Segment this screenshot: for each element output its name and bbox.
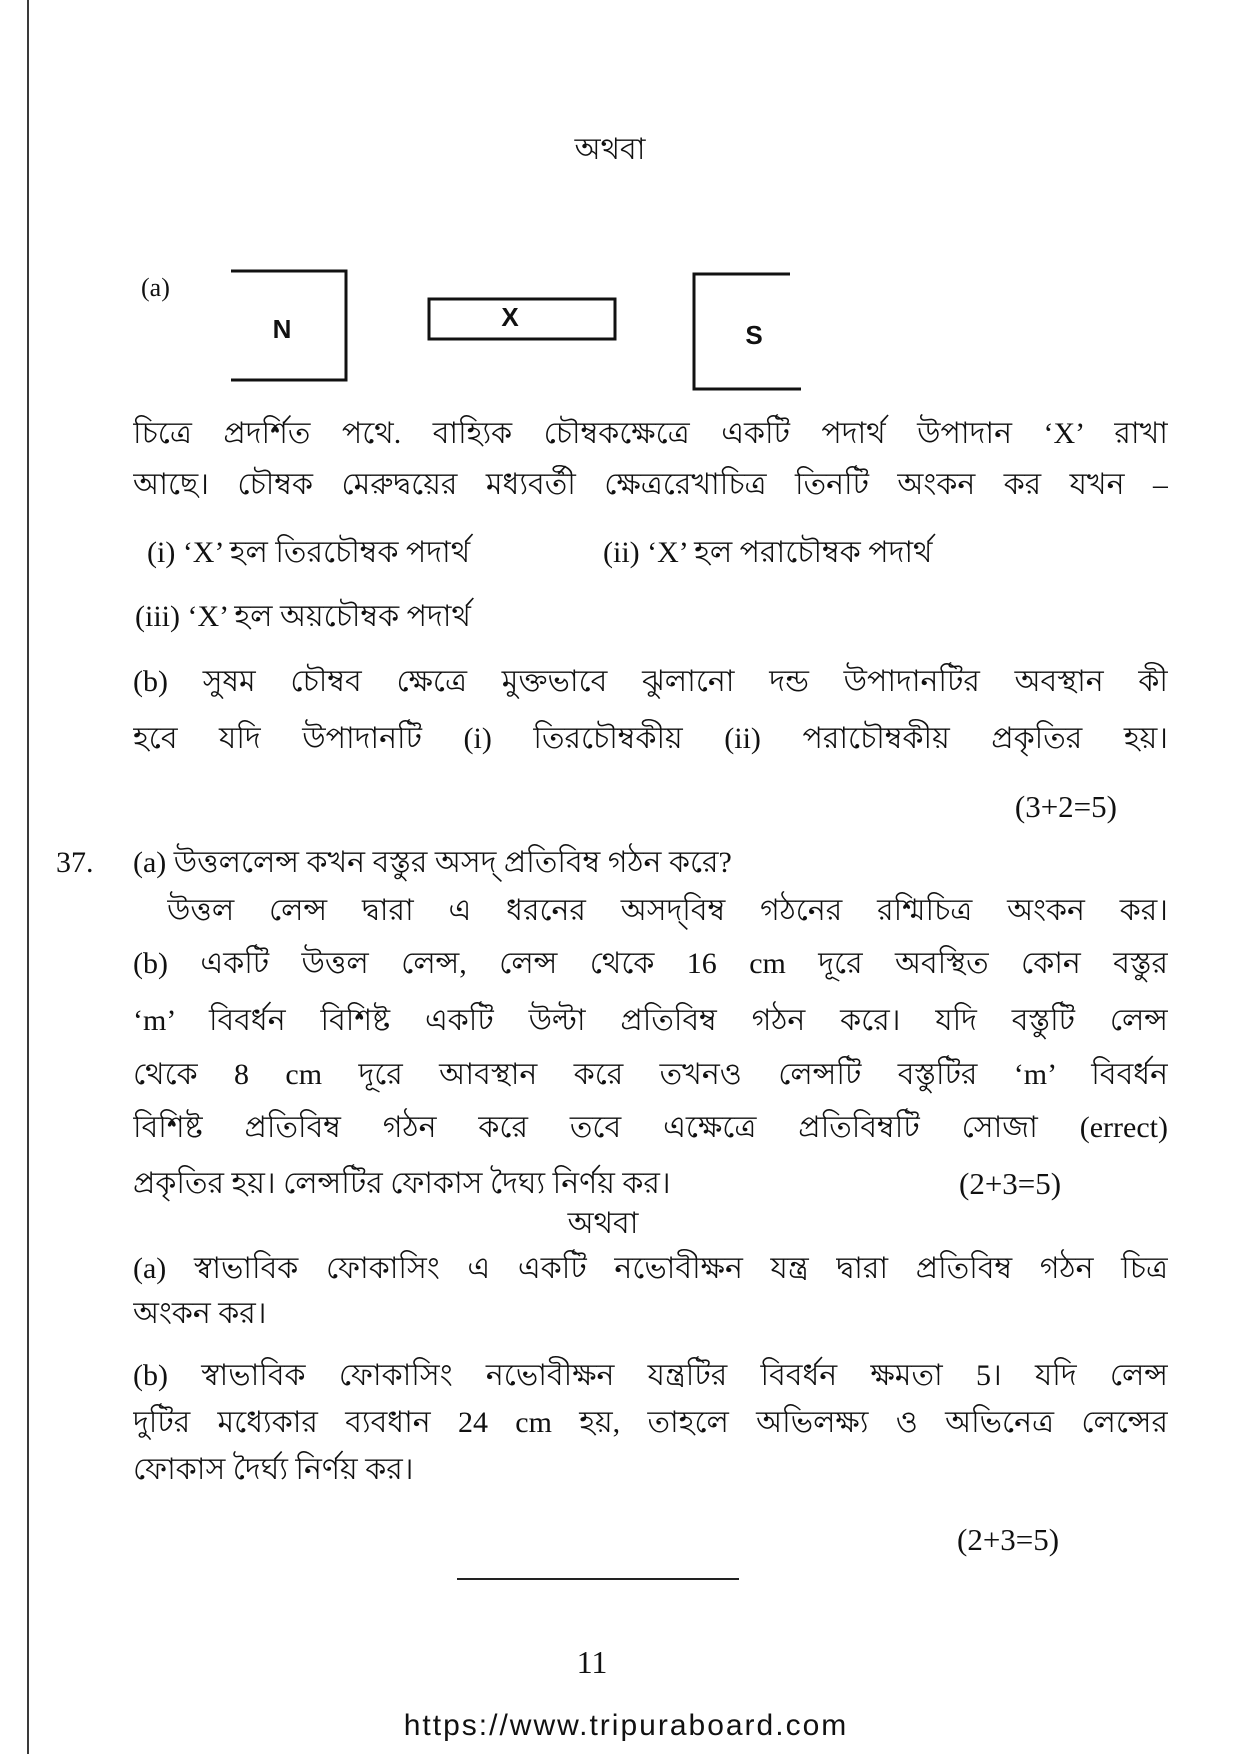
question-text-line: আছে। চৌম্বক মেরুদ্বয়ের মধ্যবর্তী ক্ষেত্ররেখাচিত্র তিনটি অংকন কর যখন – <box>133 468 1168 501</box>
question-text-line: বিশিষ্ট প্রতিবিম্ব গঠন করে তবে এক্ষেত্রে প্রতিবিম্বটি সোজা (errect) <box>133 1111 1168 1144</box>
question-text-line: প্রকৃতির হয়। লেন্সটির ফোকাস দৈঘ্য নির্ণয় কর। <box>133 1167 671 1200</box>
question-number: 37. <box>56 846 94 879</box>
question-text-line: দুটির মধ্যেকার ব্যবধান 24 cm হয়, তাহলে অভিলক্ষ্য ও অভিনেত্র লেন্সের <box>133 1406 1168 1439</box>
marks-label: (3+2=5) <box>1014 789 1117 824</box>
magnet-field-figure <box>220 260 820 400</box>
question-text-line: (a) স্বাভাবিক ফোকাসিং এ একটি নভোবীক্ষন যন্ত্র দ্বারা প্রতিবিম্ব গঠন চিত্র <box>133 1252 1168 1285</box>
question-text-line: থেকে 8 cm দূরে আবস্থান করে তখনও লেন্সটি বস্তুটির ‘m’ বিবর্ধন <box>133 1058 1168 1091</box>
option-i: (i) ‘X’ হল তিরচৌম্বক পদার্থ <box>147 536 471 569</box>
question-text-line: (b) সুষম চৌম্বব ক্ষেত্রে মুক্তভাবে ঝুলানো দন্ড উপাদানটির অবস্থান কী <box>133 665 1168 698</box>
end-rule <box>457 1578 739 1580</box>
option-iii: (iii) ‘X’ হল অয়চৌম্বক পদার্থ <box>135 600 471 633</box>
or-heading: অথবা <box>567 1207 639 1240</box>
footer-url: https://www.tripuraboard.com <box>403 1709 849 1742</box>
material-x-label: X <box>501 302 519 332</box>
marks-label: (2+3=5) <box>957 1522 1060 1557</box>
question-text-line: চিত্রে প্রদর্শিত পথে. বাহ্যিক চৌম্বকক্ষেত্রে একটি পদার্থ উপাদান ‘X’ রাখা <box>133 417 1168 450</box>
question-text-line: ‘m’ বিবর্ধন বিশিষ্ট একটি উল্টা প্রতিবিম্ব গঠন করে। যদি বস্তুটি লেন্স <box>133 1004 1168 1037</box>
marks-label: (2+3=5) <box>959 1166 1062 1201</box>
part-a-label: (a) <box>141 273 170 302</box>
page-number: 11 <box>576 1644 608 1680</box>
question-text-line: উত্তল লেন্স দ্বারা এ ধরনের অসদ্‌বিম্ব গঠনের রশ্মিচিত্র অংকন কর। <box>167 894 1168 927</box>
question-text-line: অংকন কর। <box>133 1297 267 1330</box>
or-heading: অথবা <box>574 133 646 166</box>
question-text-line: হবে যদি উপাদানটি (i) তিরচৌম্বকীয় (ii) পরাচৌম্বকীয় প্রকৃতির হয়। <box>133 722 1168 755</box>
option-ii: (ii) ‘X’ হল পরাচৌম্বক পদার্থ <box>603 536 933 569</box>
question-text-line: (a) উত্তললেন্স কখন বস্তুর অসদ্ প্রতিবিম্ব গঠন করে? <box>133 846 732 879</box>
binding-edge-line <box>27 0 29 1754</box>
south-pole-label: S <box>745 320 763 350</box>
north-pole-label: N <box>272 314 292 344</box>
material-x-bar <box>429 299 615 339</box>
question-text-line: (b) একটি উত্তল লেন্স, লেন্স থেকে 16 cm দূরে অবস্থিত কোন বস্তুর <box>133 947 1168 980</box>
question-text-line: (b) স্বাভাবিক ফোকাসিং নভোবীক্ষন যন্ত্রটির বিবর্ধন ক্ষমতা 5। যদি লেন্স <box>133 1359 1168 1392</box>
question-text-line: ফোকাস দৈর্ঘ্য নির্ণয় কর। <box>133 1453 414 1486</box>
